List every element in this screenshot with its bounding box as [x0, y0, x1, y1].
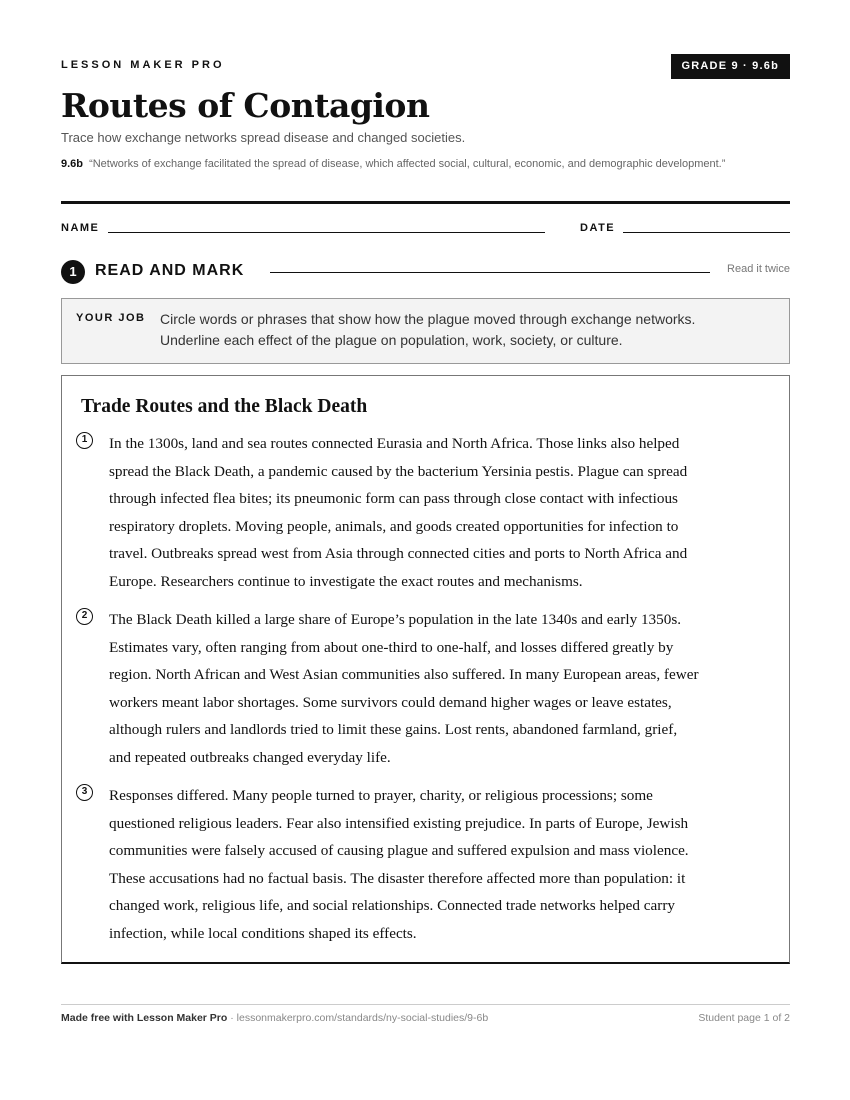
brand-name: LESSON MAKER PRO — [61, 59, 225, 71]
paragraph-number: 2 — [76, 608, 93, 625]
instruction-line: Circle words or phrases that show how the plague moved through exchange networks. — [160, 311, 696, 327]
text-line: These accusations had no factual basis. The disaster therefore affected more than population: it — [109, 869, 686, 887]
text-line: travel. Outbreaks spread west from Asia through connected cities and ports to North Africa and — [109, 545, 688, 563]
header-divider — [61, 201, 790, 204]
paragraph-number: 1 — [76, 432, 93, 449]
paragraph-text — [109, 782, 779, 948]
date-label: DATE — [580, 222, 616, 234]
date-field[interactable] — [623, 232, 790, 233]
step-title: READ AND MARK — [95, 262, 245, 279]
text-line: questioned religious leaders. Fear also intensified existing prejudice. In parts of Europe, Jewish — [109, 814, 689, 832]
text-line: infection, while local conditions shaped its effects. — [109, 924, 417, 942]
instruction-line: Underline each effect of the plague on population, work, society, or culture. — [160, 332, 623, 348]
standard-text: “Networks of exchange facilitated the spread of disease, which affected social, cultural, economic, and demographic development.” — [89, 158, 726, 170]
text-line: The Black Death killed a large share of Europe’s population in the late 1340s and early 1350s. — [109, 611, 682, 628]
instructions-label: YOUR JOB — [76, 312, 146, 324]
text-line: respiratory droplets. Moving people, animals, and goods created opportunities for infection to — [109, 517, 679, 535]
text-line: spread the Black Death, a pandemic caused by the bacterium Yersinia pestis. Plague can spread — [109, 462, 688, 480]
reading-passage — [61, 375, 790, 964]
name-field[interactable] — [108, 232, 545, 233]
page-subtitle: Trace how exchange networks spread disease and changed societies. — [61, 130, 466, 145]
footer-url: · lessonmakerpro.com/standards/ny-social-studies/9-6b — [227, 1012, 489, 1024]
page-indicator: Student page 1 of 2 — [698, 1012, 790, 1024]
text-line: and repeated outbreaks changed everyday life. — [109, 748, 391, 766]
footer-divider — [61, 1004, 790, 1005]
passage-title: Trade Routes and the Black Death — [81, 396, 368, 417]
text-line: In the 1300s, land and sea routes connected Eurasia and North Africa. Those links also helped — [109, 435, 680, 452]
text-line: Europe. Researchers continue to investigate the exact routes and mechanisms. — [109, 572, 583, 590]
text-line: region. North African and West Asian communities also suffered. In many European areas, fewer — [109, 666, 699, 684]
page-title: Routes of Contagion — [61, 86, 430, 125]
standard-code: 9.6b — [61, 158, 84, 170]
instructions-box — [61, 298, 790, 364]
grade-badge: GRADE 9 · 9.6b — [671, 54, 791, 79]
step-divider — [270, 272, 710, 273]
paragraph-text — [109, 606, 779, 772]
paragraph-text — [109, 430, 779, 596]
text-line: communities were falsely accused of causing plague and suffered expulsion and mass violence. — [109, 842, 689, 860]
standard-statement — [61, 156, 761, 173]
footer-made-with: Made free with Lesson Maker Pro — [61, 1012, 228, 1024]
paragraph-number: 3 — [76, 784, 93, 801]
step-note: Read it twice — [727, 263, 790, 275]
text-line: although rulers and landlords tried to limit these gains. Lost rents, abandoned farmland, grief, — [109, 721, 678, 739]
text-line: changed work, religious life, and social relationships. Connected trade networks helped carry — [109, 897, 675, 915]
step-number-badge: 1 — [61, 260, 85, 284]
text-line: Estimates vary, often ranging from about one-third to one-half, and losses differed greatly by — [109, 638, 674, 656]
footer-credit — [61, 1012, 488, 1024]
instructions-text — [160, 309, 770, 351]
name-label: NAME — [61, 222, 100, 234]
text-line: through infected flea bites; its pneumonic form can pass through close contact with infectious — [109, 490, 678, 508]
text-line: workers meant labor shortages. Some survivors could demand higher wages or leave estates, — [109, 693, 672, 711]
text-line: Responses differed. Many people turned to prayer, charity, or religious processions; some — [109, 787, 653, 804]
